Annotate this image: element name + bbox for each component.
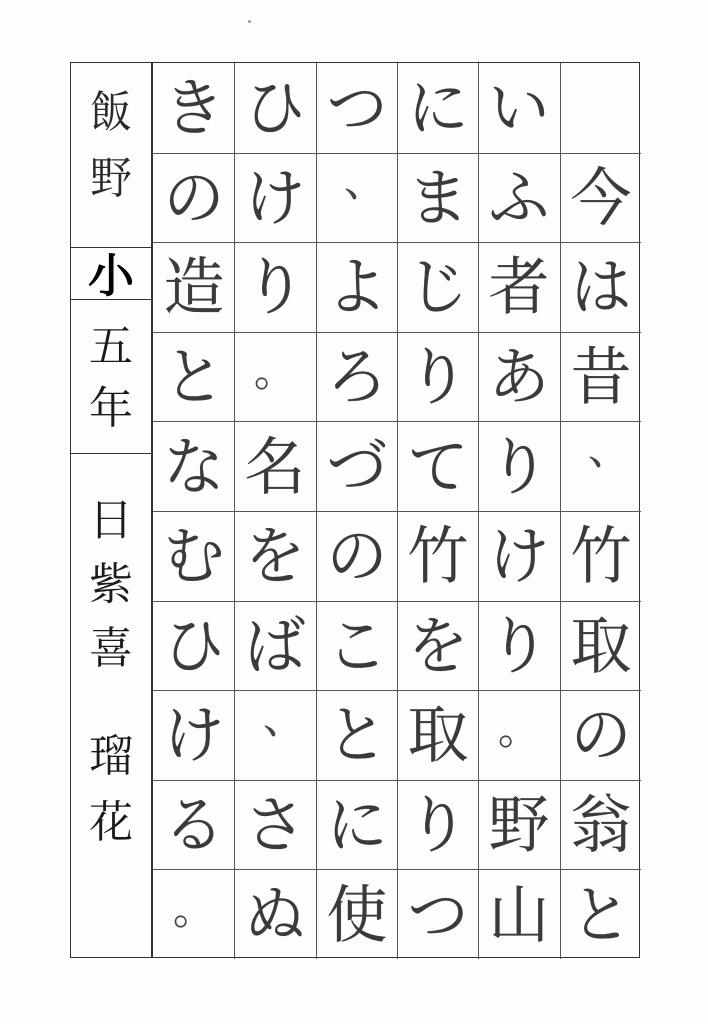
grid-char: り xyxy=(489,429,550,504)
grid-char: と xyxy=(570,877,632,952)
grid-char: 名 xyxy=(245,429,306,504)
grid-char: 取 xyxy=(570,609,632,683)
grid-cell xyxy=(153,780,234,870)
grid-char: む xyxy=(163,519,225,594)
grid-cell xyxy=(153,511,234,601)
grid-cell xyxy=(560,511,641,601)
grid-cell xyxy=(560,780,641,870)
grid-cell xyxy=(560,242,641,332)
grid-cell xyxy=(397,63,478,153)
grid-cell xyxy=(560,690,641,780)
grid-char: を xyxy=(245,519,306,594)
grid-char: つ xyxy=(326,71,388,145)
name-column xyxy=(70,62,152,958)
grid-cell xyxy=(316,421,397,511)
grid-cell xyxy=(234,511,315,601)
student-name-char: 瑠 xyxy=(89,731,133,782)
school-name-char: 飯 xyxy=(90,87,132,138)
grid-cell xyxy=(397,511,478,601)
grid-cell xyxy=(316,153,397,243)
grid-cell xyxy=(234,242,315,332)
grid-char: き xyxy=(163,71,225,145)
grid-cell xyxy=(316,601,397,691)
grid-char: 取 xyxy=(407,698,469,773)
grid-cell xyxy=(153,153,234,243)
grid-cell xyxy=(478,869,559,959)
name-divider xyxy=(71,453,151,454)
grid-cell xyxy=(234,63,315,153)
grid-char: 。 xyxy=(498,705,541,756)
student-name-char: 喜 xyxy=(89,623,133,674)
grid-cell xyxy=(234,601,315,691)
grid-char: い xyxy=(489,71,550,145)
grid-char: 、 xyxy=(262,694,305,745)
grid-char: 、 xyxy=(587,425,630,476)
grid-cell xyxy=(560,63,641,153)
grid-cell xyxy=(153,63,234,153)
grid-cell xyxy=(478,242,559,332)
grid-cell xyxy=(153,421,234,511)
grid-char: ま xyxy=(407,161,469,235)
grid-char: り xyxy=(407,788,469,862)
school-type-char: 小 xyxy=(88,249,134,303)
grid-char: 竹 xyxy=(570,519,632,594)
student-name-char: 花 xyxy=(89,797,133,848)
student-name-char: 紫 xyxy=(89,559,133,610)
grid-char: 昔 xyxy=(570,340,632,414)
grid-cell xyxy=(316,869,397,959)
name-divider xyxy=(71,247,151,248)
grid-char: け xyxy=(489,519,550,594)
grid-cell xyxy=(316,511,397,601)
grid-cell xyxy=(397,869,478,959)
grid-char: 。 xyxy=(254,347,297,397)
grid-char: け xyxy=(245,161,306,235)
grid-cell xyxy=(560,153,641,243)
grid-char: つ xyxy=(407,877,469,952)
grid-cell xyxy=(397,780,478,870)
grid-cell xyxy=(316,63,397,153)
grid-cell xyxy=(478,690,559,780)
grid-cell xyxy=(397,601,478,691)
grid-char: に xyxy=(407,71,469,145)
grid-char: 、 xyxy=(343,156,386,207)
grid-cell xyxy=(478,332,559,422)
grid-char: 山 xyxy=(489,877,550,952)
grid-char: け xyxy=(163,698,225,773)
grid-char: こ xyxy=(326,609,388,683)
student-name-char: 日 xyxy=(89,495,133,546)
grid-cell xyxy=(234,332,315,422)
grid-char: て xyxy=(407,429,469,504)
grid-char: に xyxy=(326,788,388,862)
grid-cell xyxy=(234,869,315,959)
grid-cell xyxy=(397,242,478,332)
grid-cell xyxy=(397,690,478,780)
grid-cell xyxy=(478,601,559,691)
grid-char: り xyxy=(407,340,469,414)
grid-cell xyxy=(234,421,315,511)
grid-char: の xyxy=(163,161,225,235)
grid-char: 翁 xyxy=(570,788,632,862)
grid-char: ひ xyxy=(163,609,225,683)
grid-char: ば xyxy=(245,609,306,683)
grid-cell xyxy=(478,421,559,511)
grid-cell xyxy=(478,780,559,870)
grid-char: ぬ xyxy=(245,877,306,952)
grid-char: と xyxy=(163,340,225,414)
grid-char: り xyxy=(489,609,550,683)
grid-char: り xyxy=(245,250,306,325)
grid-char: さ xyxy=(245,788,306,862)
grid-cell xyxy=(397,421,478,511)
grid-cell xyxy=(316,780,397,870)
grid-char: ふ xyxy=(489,161,550,235)
grid-char: な xyxy=(163,429,225,504)
grid-char: 者 xyxy=(489,250,550,325)
grid-cell xyxy=(560,332,641,422)
grid-char: ひ xyxy=(245,71,306,145)
grid-char: 。 xyxy=(172,884,215,935)
grid-char: 使 xyxy=(326,877,388,952)
grid-char: の xyxy=(326,519,388,594)
grid-cell xyxy=(153,690,234,780)
grid-char: づ xyxy=(326,429,388,504)
paper-speck xyxy=(248,20,251,23)
grid-cell xyxy=(478,63,559,153)
grid-char: ろ xyxy=(326,340,388,414)
grid-char: る xyxy=(163,788,225,862)
school-name-char: 野 xyxy=(90,153,132,204)
grid-cell xyxy=(560,601,641,691)
grid-cell xyxy=(478,511,559,601)
grid-char: あ xyxy=(489,340,550,414)
grid-cell xyxy=(234,690,315,780)
grid-char: 造 xyxy=(163,250,225,325)
grid-cell xyxy=(560,869,641,959)
grade-char: 五 xyxy=(89,321,133,372)
grid-char: よ xyxy=(326,250,388,325)
grid-cell xyxy=(560,421,641,511)
writing-grid xyxy=(152,62,640,958)
grid-cell xyxy=(153,601,234,691)
grid-cell xyxy=(316,332,397,422)
grid-char: 今 xyxy=(570,161,632,235)
grid-cell xyxy=(153,242,234,332)
grid-char: と xyxy=(326,698,388,773)
grid-cell xyxy=(316,690,397,780)
grid-char: 竹 xyxy=(407,519,469,594)
grid-cell xyxy=(478,153,559,243)
grid-char: は xyxy=(570,250,632,325)
grid-cell xyxy=(397,153,478,243)
grade-char: 年 xyxy=(89,383,133,434)
grid-char: じ xyxy=(407,250,469,325)
grid-cell xyxy=(316,242,397,332)
grid-cell xyxy=(234,780,315,870)
grid-cell xyxy=(153,332,234,422)
grid-char: を xyxy=(407,609,469,683)
grid-cell xyxy=(397,332,478,422)
grid-char: の xyxy=(570,698,632,773)
grid-cell xyxy=(153,869,234,959)
grid-char: 野 xyxy=(489,788,550,862)
grid-cell xyxy=(234,153,315,243)
